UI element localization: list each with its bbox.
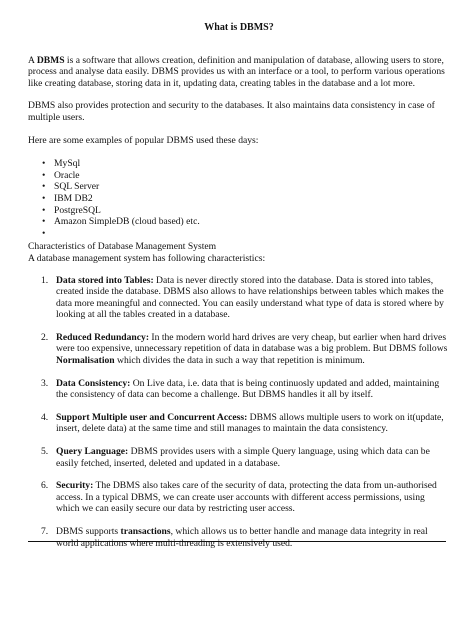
item-bold-term: transactions [120,526,171,537]
list-item: • Oracle [44,170,450,182]
item-bold-term: Normalisation [56,355,115,367]
item-text: In the modern world hard drives are very cheap, but earlier when hard drives were too expensive, unnecessary repetition of data in database was a big problem. But DBMS follows [56,331,448,355]
item-number: 7. [41,526,49,537]
list-item: • PostgreSQL [44,205,450,217]
page-title: What is DBMS? [204,22,274,33]
intro-paragraph [28,55,450,90]
list-item [28,275,450,321]
item-prefix: DBMS supports [56,526,121,537]
protection-paragraph: DBMS also provides protection and security to the databases. It also maintains data consistency in case of multiple users. [28,100,435,123]
item-text-after: which divides the data in such a way that repetition is minimum. [114,355,365,367]
intro-term: DBMS [36,54,65,66]
list-item [28,332,450,367]
list-item: • MySql [44,158,450,170]
item-text-after: , which allows us to better handle and manage data integrity in real world applications where multi-threading is extensively used. [56,526,428,549]
examples-list [28,158,450,239]
item-number: 4. [41,411,49,423]
list-item: • Amazon SimpleDB (cloud based) etc. [44,216,450,228]
list-item [44,228,450,240]
list-item [28,412,450,435]
item-text: DBMS provides users with a simple Query language, using which data can be easily fetched, inserted, deleted and updated in a database. [56,446,430,469]
item-text: DBMS allows multiple users to work on it(update, insert, delete data) at the same time and still manages to maintain the data consistency. [56,411,444,435]
characteristics-list [28,275,450,550]
item-number: 5. [41,446,49,458]
examples-list-wrap [28,158,450,239]
item-label: Support Multiple user and Concurrent Access: [56,411,248,423]
list-item [28,446,450,469]
document-page [28,22,450,560]
characteristics-intro: A database management system has following characteristics: [28,252,266,264]
item-text: Data is never directly stored into the database. Data is stored into tables, created inside the database. DBMS also allows to have relationships between tables which makes the data more meaningful and connected. You can easily understand what type of data is stored where by looking at all the tables created in a database. [56,274,444,321]
item-number: 3. [41,377,49,389]
item-label: Query Language: [56,446,129,458]
characteristics-heading: Characteristics of Database Management System [28,241,217,253]
item-label: Security: [56,480,94,492]
horizontal-divider [28,541,446,542]
list-item [28,480,450,515]
list-item: • SQL Server [44,181,450,193]
list-item [28,526,450,549]
intro-text: is a software that allows creation, definition and manipulation of database, allowing users to store, process and analyse data easily. DBMS provides us with an interface or a tool, to perform various operations like creating database, storing data in it, updating data, creating tables in the database and a lot more. [28,54,445,89]
item-number: 1. [41,274,49,286]
item-label: Data stored into Tables: [56,274,154,286]
item-label: Reduced Redundancy: [56,331,150,343]
item-number: 2. [41,331,49,343]
item-label: Data Consistency: [56,377,131,389]
list-item: • IBM DB2 [44,193,450,205]
item-number: 6. [41,480,49,492]
intro-prefix: A [28,54,37,66]
examples-intro: Here are some examples of popular DBMS used these days: [28,134,259,146]
list-item [28,378,450,401]
item-text: The DBMS also takes care of the security of data, protecting the data from un-authorised access. In a typical DBMS, we can create user accounts with different access permissions, using which we can easily secure our data by restricting user access. [56,480,437,515]
item-text: On Live data, i.e. data that is being continuosly updated and added, maintaining the consistency of data can become a challenge. But DBMS handles it all by itself. [56,377,440,401]
